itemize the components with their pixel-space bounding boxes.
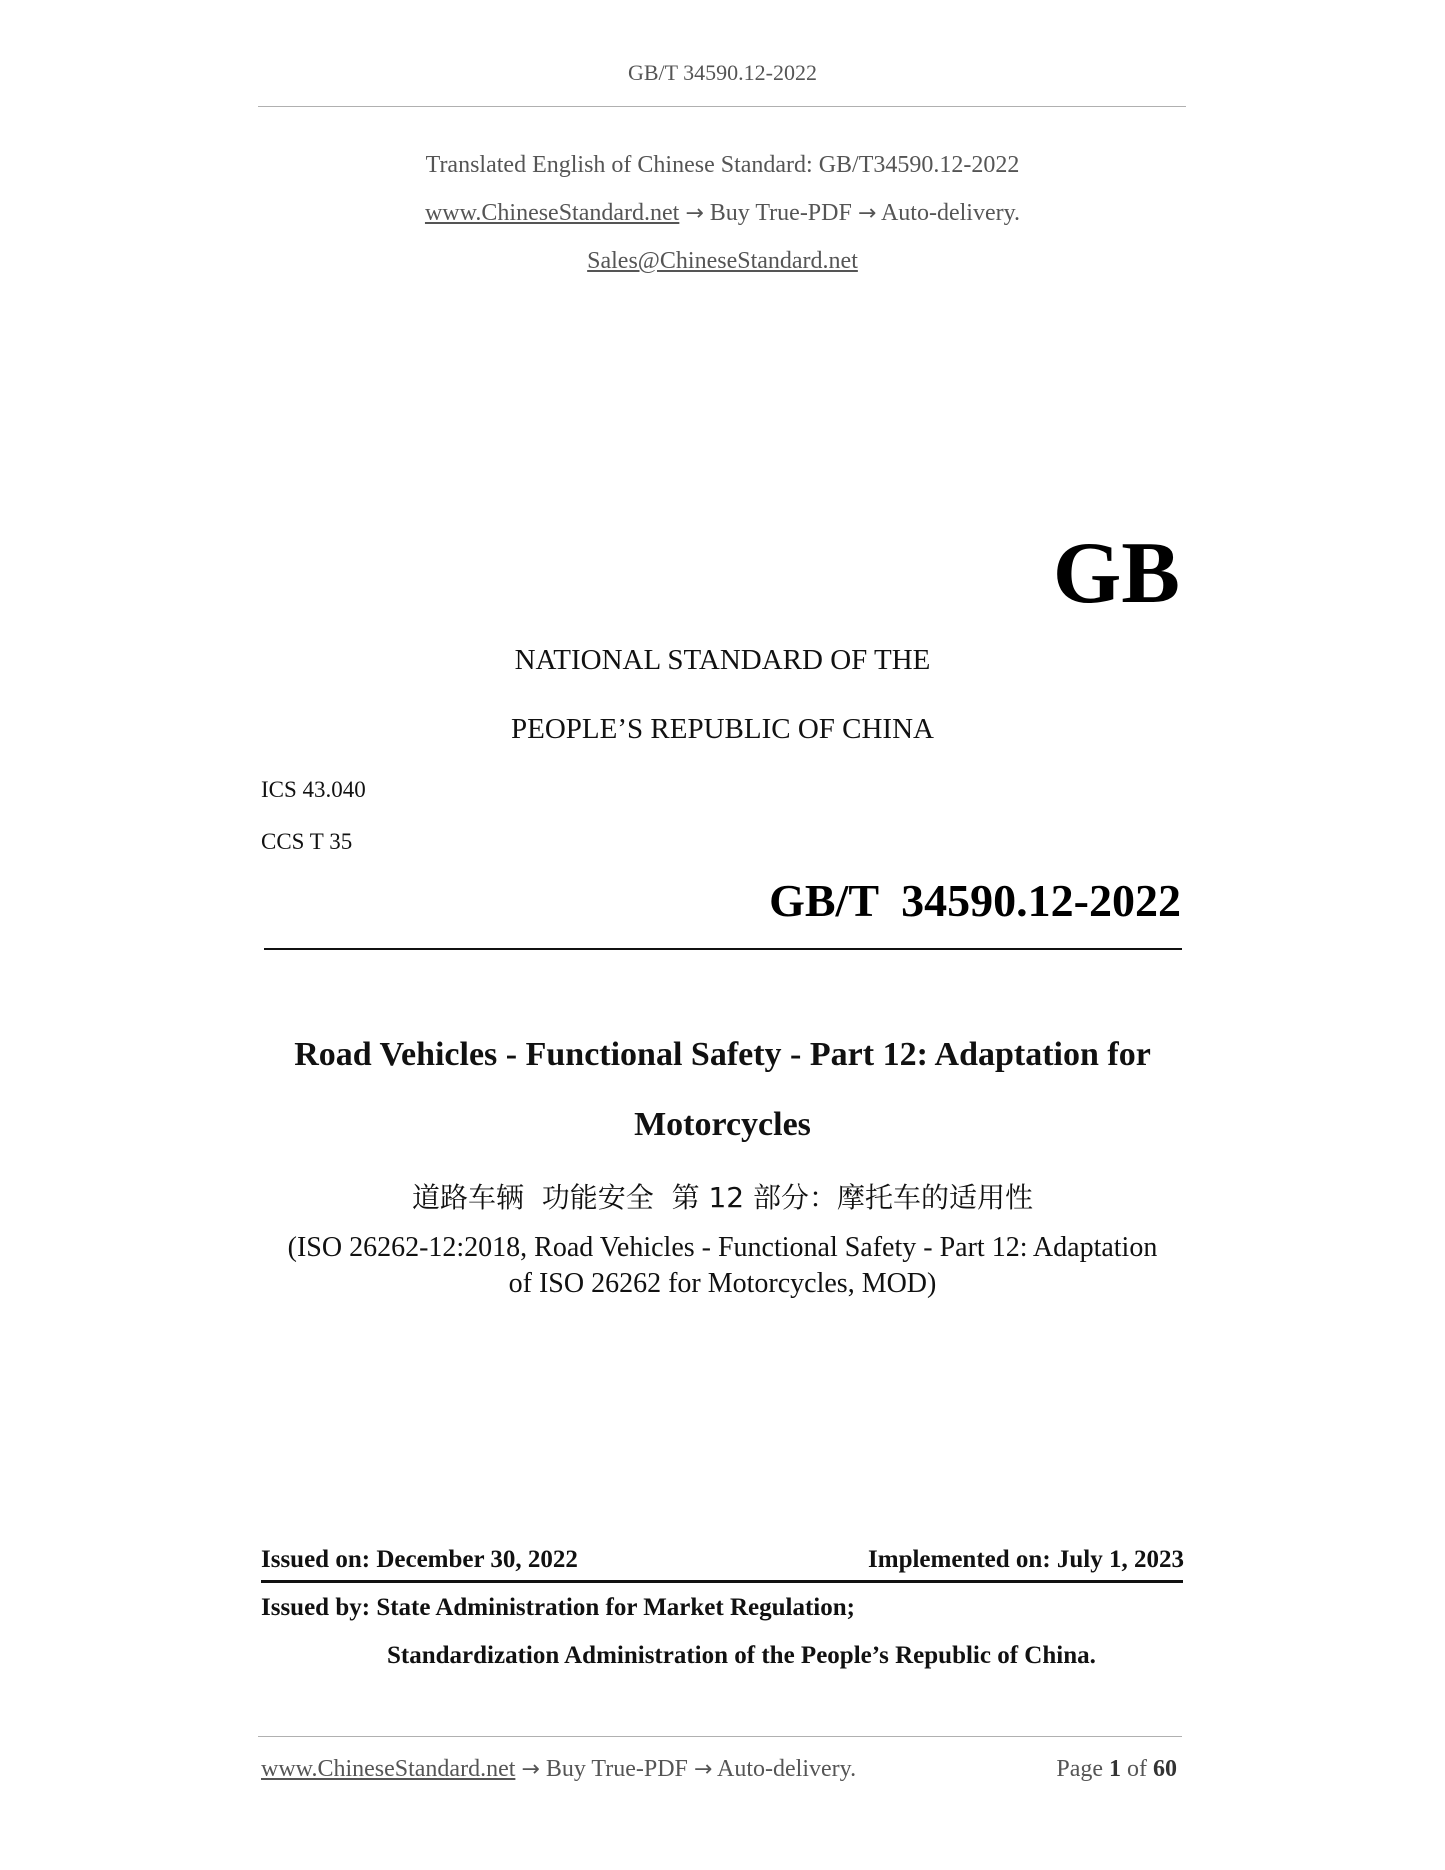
footer-auto-delivery-text: Auto-delivery.: [717, 1756, 857, 1782]
header-divider: [258, 106, 1186, 107]
auto-delivery-text: Auto-delivery.: [880, 200, 1021, 226]
purchase-line: [0, 200, 1445, 227]
arrow-right-icon: →: [857, 201, 877, 226]
arrow-right-icon: →: [685, 201, 704, 226]
title-en-line1: Road Vehicles - Functional Safety - Part 12: Adaptation for: [294, 1036, 1151, 1073]
title-en-line2: Motorcycles: [634, 1106, 811, 1143]
issued-on: Issued on: December 30, 2022: [261, 1546, 578, 1573]
national-standard-line2: PEOPLE’S REPUBLIC OF CHINA: [511, 713, 934, 745]
buy-text: Buy True-PDF: [709, 200, 852, 226]
ccs-code: CCS T 35: [261, 829, 353, 854]
title-cn: 道路车辆 功能安全 第 12 部分：摩托车的适用性: [411, 1181, 1034, 1214]
arrow-right-icon: →: [521, 1757, 540, 1782]
page-total: 60: [1153, 1756, 1177, 1782]
of-label: of: [1127, 1756, 1147, 1782]
footer-buy-text: Buy True-PDF: [545, 1756, 688, 1782]
footer-site-link[interactable]: www.ChineseStandard.net: [261, 1756, 516, 1782]
implemented-on: Implemented on: July 1, 2023: [868, 1546, 1184, 1573]
issued-divider: [261, 1580, 1183, 1583]
arrow-right-icon: →: [693, 1757, 713, 1782]
national-standard-line1: NATIONAL STANDARD OF THE: [514, 644, 931, 676]
footer-purchase-line: [261, 1756, 856, 1783]
standard-number-underline: [264, 948, 1182, 950]
email-link[interactable]: Sales@ChineseStandard.net: [587, 248, 858, 274]
running-header-code: GB/T 34590.12-2022: [627, 60, 818, 85]
issued-by: Issued by: State Administration for Market Regulation;: [261, 1594, 855, 1621]
standard-number: GB/T 34590.12-2022: [769, 875, 1181, 926]
ics-code: ICS 43.040: [261, 777, 366, 802]
page-indicator: [1056, 1756, 1177, 1783]
footer-divider: [258, 1736, 1182, 1737]
page-current: 1: [1109, 1756, 1121, 1782]
iso-reference-line2: of ISO 26262 for Motorcycles, MOD): [508, 1268, 937, 1299]
email-line: [0, 248, 1445, 275]
page-label: Page: [1056, 1756, 1103, 1782]
site-link[interactable]: www.ChineseStandard.net: [424, 200, 680, 226]
gb-logo: GB: [1052, 525, 1180, 622]
issued-by-2: Standardization Administration of the People’s Republic of China.: [387, 1642, 1096, 1669]
translated-notice: Translated English of Chinese Standard: GB/T34590.12-2022: [425, 152, 1020, 178]
iso-reference-line1: (ISO 26262-12:2018, Road Vehicles - Functional Safety - Part 12: Adaptation: [287, 1232, 1158, 1263]
